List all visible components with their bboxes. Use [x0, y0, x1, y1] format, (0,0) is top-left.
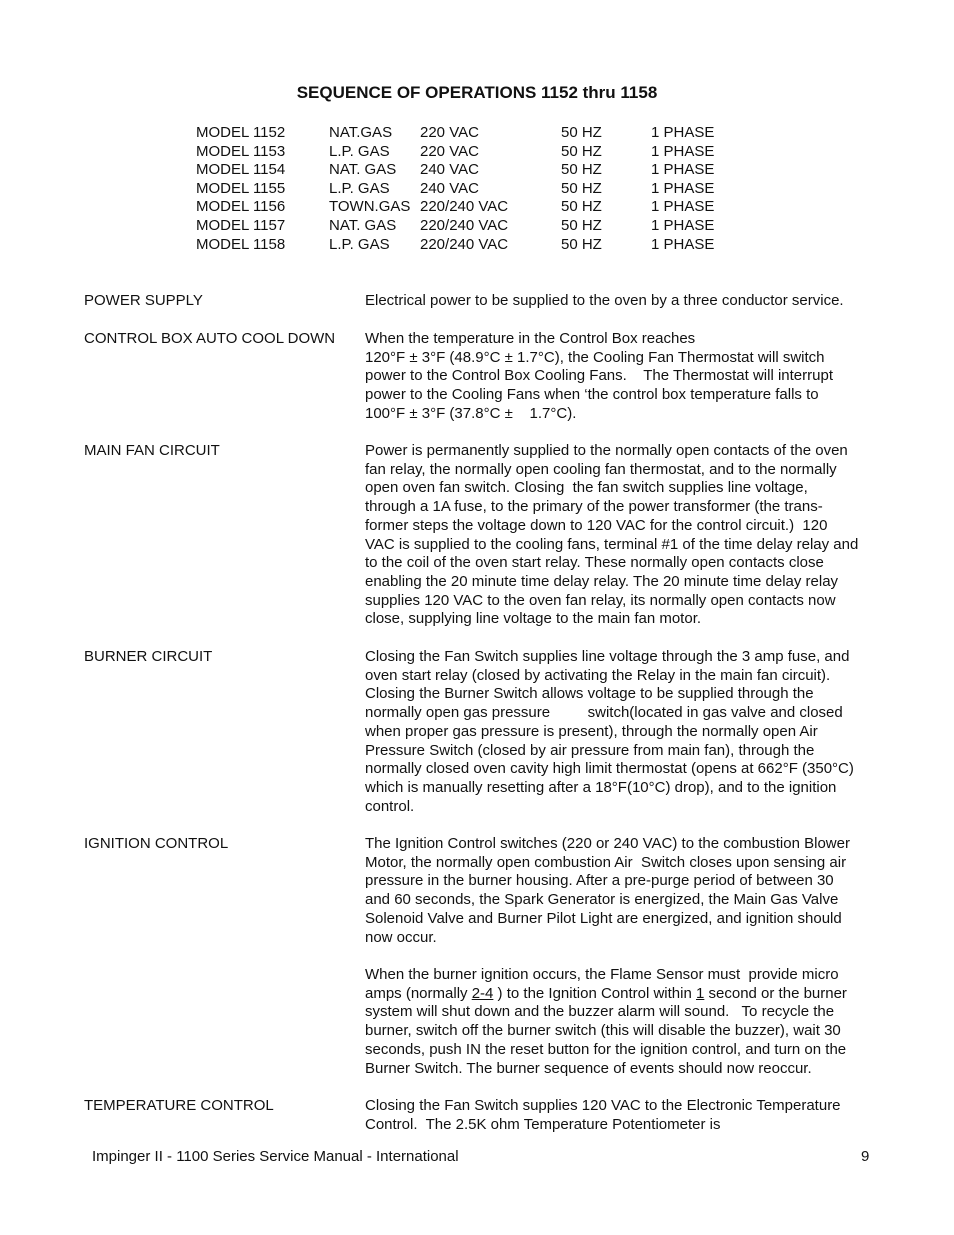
phase-cell: 1 PHASE: [651, 198, 715, 216]
frequency-cell: 50 HZ: [561, 161, 602, 179]
frequency-cell: 50 HZ: [561, 179, 602, 197]
body-line: pressure in the burner housing. After a pre-purge period of between 30: [365, 872, 834, 890]
body-line: Pressure Switch (closed by air pressure from main fan), through the: [365, 741, 815, 759]
phase-cell: 1 PHASE: [651, 235, 715, 253]
model-cell: MODEL 1157: [196, 216, 286, 234]
body-line: [365, 985, 875, 1004]
body-line: enabling the 20 minute time delay relay. The 20 minute time delay relay: [365, 572, 839, 590]
body-line: Motor, the normally open combustion Air Switch closes upon sensing air: [365, 853, 847, 871]
section-body: [365, 835, 875, 947]
frequency-cell: 50 HZ: [561, 216, 602, 234]
body-line: Electrical power to be supplied to the oven by a three conductor service.: [365, 292, 844, 309]
section-label: CONTROL BOX AUTO COOL DOWN: [84, 330, 336, 347]
body-line: Closing the Fan Switch supplies 120 VAC to the Electronic Temperature: [365, 1097, 841, 1114]
model-cell: MODEL 1156: [196, 198, 286, 216]
body-line: Burner Switch. The burner sequence of events should now reoccur.: [365, 1059, 812, 1077]
body-line: VAC is supplied to the cooling fans, terminal #1 of the time delay relay and: [365, 535, 859, 553]
body-line: Closing the Fan Switch supplies line voltage through the 3 amp fuse, and: [365, 648, 850, 665]
voltage-cell: 220 VAC: [420, 142, 479, 160]
body-line: control.: [365, 797, 415, 815]
frequency-cell: 50 HZ: [561, 235, 602, 253]
body-line: and 60 seconds, the Spark Generator is energized, the Main Gas Valve: [365, 891, 839, 909]
body-line: supplies 120 VAC to the oven fan relay, its normally open contacts now: [365, 591, 836, 609]
body-line: seconds, push IN the reset button for the ignition control, and turn on the: [365, 1040, 847, 1058]
gas-cell: L.P. GAS: [329, 179, 390, 197]
section-label: TEMPERATURE CONTROL: [84, 1097, 274, 1114]
gas-cell: L.P. GAS: [329, 142, 390, 160]
body-line: Power is permanently supplied to the normally open contacts of the oven: [365, 442, 848, 459]
model-row: [196, 236, 714, 255]
phase-cell: 1 PHASE: [651, 142, 715, 160]
text-run: second or the burner: [704, 984, 847, 1002]
body-line: When the burner ignition occurs, the Flame Sensor must provide micro: [365, 966, 839, 983]
footer-manual-title: Impinger II - 1100 Series Service Manual - International: [92, 1148, 459, 1165]
section-body: [365, 292, 875, 311]
body-line: fan relay, the normally open cooling fan thermostat, and to the normally: [365, 460, 837, 478]
model-row: [196, 161, 714, 180]
frequency-cell: 50 HZ: [561, 124, 602, 141]
body-line: power to the Control Box Cooling Fans. The Thermostat will interrupt: [365, 367, 833, 385]
section-body: [365, 648, 875, 816]
body-line: system will shut down and the buzzer alarm will sound. To recycle the: [365, 1003, 835, 1021]
body-line: normally closed oven cavity high limit thermostat (opens at 662°F (350°C): [365, 760, 854, 778]
phase-cell: 1 PHASE: [651, 216, 715, 234]
section-body: [365, 330, 875, 424]
voltage-cell: 220/240 VAC: [420, 235, 509, 253]
body-line: to the coil of the oven start relay. These normally open contacts close: [365, 554, 824, 572]
section-body: [365, 966, 875, 1078]
body-line: former steps the voltage down to 120 VAC for the control circuit.) 120: [365, 516, 828, 534]
gas-cell: L.P. GAS: [329, 235, 390, 253]
body-line: Solenoid Valve and Burner Pilot Light are energized, and ignition should: [365, 909, 842, 927]
body-line: 100°F ± 3°F (37.8°C ± 1.7°C).: [365, 404, 577, 422]
body-line: oven start relay (closed by activating the Relay in the main fan circuit).: [365, 666, 831, 684]
section-body: [365, 1097, 875, 1134]
body-line: 120°F ± 3°F (48.9°C ± 1.7°C), the Cooling Fan Thermostat will switch: [365, 348, 825, 366]
body-line: Control. The 2.5K ohm Temperature Potentiometer is: [365, 1115, 721, 1133]
model-row: [196, 180, 714, 199]
body-line: through a 1A fuse, to the primary of the power transformer (the trans-: [365, 498, 823, 516]
body-line: When the temperature in the Control Box reaches: [365, 330, 696, 347]
section-label: IGNITION CONTROL: [84, 835, 229, 852]
voltage-cell: 220/240 VAC: [420, 198, 509, 216]
gas-cell: NAT. GAS: [329, 216, 397, 234]
body-line: when proper gas pressure is present), through the normally open Air: [365, 722, 818, 740]
body-line: power to the Cooling Fans when ‘the control box temperature falls to: [365, 386, 819, 404]
page-number: 9: [861, 1148, 870, 1165]
model-row: [196, 217, 714, 236]
body-line: now occur.: [365, 928, 437, 946]
body-line: Closing the Burner Switch allows voltage to be supplied through the: [365, 685, 814, 703]
underlined-value: 2-4: [471, 984, 494, 1002]
page-title: SEQUENCE OF OPERATIONS 1152 thru 1158: [296, 83, 658, 102]
model-cell: MODEL 1155: [196, 179, 286, 197]
body-line: open oven fan switch. Closing the fan switch supplies line voltage,: [365, 479, 808, 497]
model-row: [196, 198, 714, 217]
voltage-cell: 240 VAC: [420, 179, 479, 197]
model-cell: MODEL 1158: [196, 235, 286, 253]
model-cell: MODEL 1153: [196, 142, 286, 160]
text-run: ) to the Ignition Control within: [493, 984, 696, 1002]
frequency-cell: 50 HZ: [561, 142, 602, 160]
section-label: MAIN FAN CIRCUIT: [84, 442, 220, 459]
gas-cell: NAT.GAS: [329, 124, 393, 141]
phase-cell: 1 PHASE: [651, 124, 715, 141]
phase-cell: 1 PHASE: [651, 161, 715, 179]
body-line: burner, switch off the burner switch (this will disable the buzzer), wait 30: [365, 1022, 841, 1040]
voltage-cell: 240 VAC: [420, 161, 479, 179]
body-line: which is manually resetting after a 18°F(10°C) drop), and to the ignition: [365, 778, 837, 796]
body-line: The Ignition Control switches (220 or 240 VAC) to the combustion Blower: [365, 835, 850, 852]
section-label: POWER SUPPLY: [84, 292, 203, 309]
section-label: BURNER CIRCUIT: [84, 648, 213, 665]
gas-cell: TOWN.GAS: [329, 198, 411, 216]
gas-cell: NAT. GAS: [329, 161, 397, 179]
model-row: [196, 124, 714, 143]
frequency-cell: 50 HZ: [561, 198, 602, 216]
voltage-cell: 220/240 VAC: [420, 216, 509, 234]
phase-cell: 1 PHASE: [651, 179, 715, 197]
section-body: [365, 442, 875, 629]
voltage-cell: 220 VAC: [420, 124, 479, 141]
body-line: normally open gas pressure switch(located in gas valve and closed: [365, 704, 843, 722]
model-cell: MODEL 1152: [196, 124, 286, 141]
body-line: close, supplying line voltage to the main fan motor.: [365, 610, 702, 628]
model-cell: MODEL 1154: [196, 161, 286, 179]
models-table: [196, 124, 714, 254]
text-run: amps (normally: [365, 984, 472, 1002]
model-row: [196, 143, 714, 162]
underlined-value: 1: [696, 984, 705, 1002]
